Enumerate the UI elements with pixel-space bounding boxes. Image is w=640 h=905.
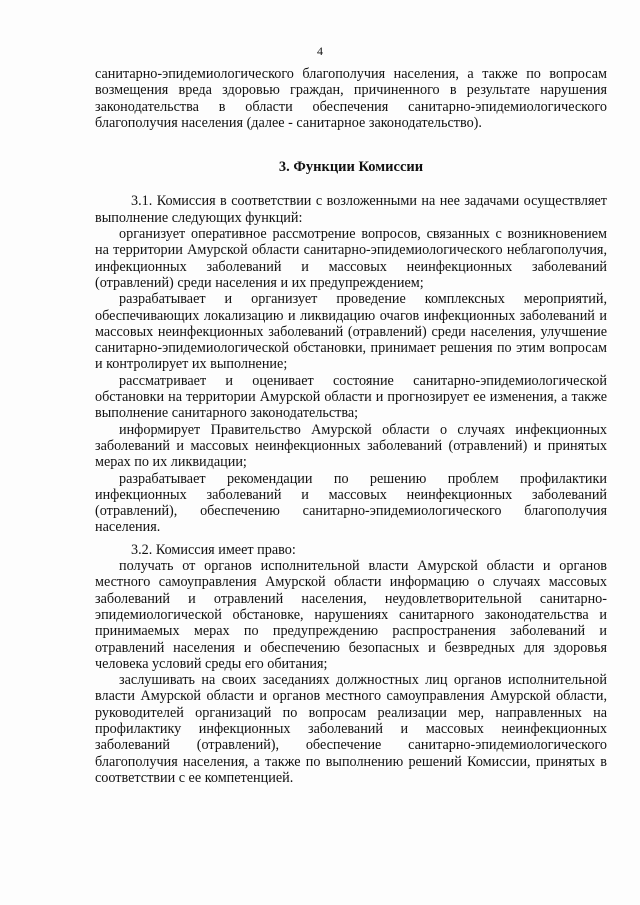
intro-paragraph: санитарно-эпидемиологического благополучия населения, а также по вопросам возмещения вреда здоровью граждан, причиненного в результате нарушения законодательства в области обеспечения санитарно-эпидемиологического благополучия населения (далее - санитарное законодательство). xyxy=(95,66,607,131)
clause-3-2: 3.2. Комиссия имеет право: xyxy=(131,541,296,558)
section-title: 3. Функции Комиссии xyxy=(278,159,424,176)
function-item: разрабатывает рекомендации по решению проблем профилактики инфекционных заболеваний и массовых неинфекционных заболеваний (отравлений), обеспечению санитарно-эпидемиологического благополучия населения. xyxy=(95,470,607,536)
function-item: рассматривает и оценивает состояние санитарно-эпидемиологической обстановки на территории Амурской области и прогнозирует ее изменения, а также выполнение санитарного законодательства; xyxy=(95,372,607,422)
right-item: заслушивать на своих заседаниях должностных лиц органов исполнительной власти Амурской области и органов местного самоуправления Амурской области, руководителей организаций по вопросам реализации мер, направленных на профилактику инфекционных заболеваний и массовых неинфекционных заболеваний (отравлений), обеспечение санитарно-эпидемиологического благополучия населения, а также по выполнению решений Комиссии, принятых в соответствии с ее компетенцией. xyxy=(95,672,607,786)
right-item: получать от органов исполнительной власти Амурской области и органов местного самоуправления Амурской области информацию о случаях массовых заболеваний и отравлений населения, неудовлетворительной санитарно-эпидемиологической обстановке, нарушениях санитарного законодательства и принимаемых мерах по предупреждению распространения заболеваний и отравлений населения и обеспечению безопасных и безвредных для здоровья человека условий среды его обитания; xyxy=(95,558,607,672)
function-item: информирует Правительство Амурской области о случаях инфекционных заболеваний и массовых неинфекционных заболеваний (отравлений) и принятых мерах по их ликвидации; xyxy=(95,421,607,471)
function-item: разрабатывает и организует проведение комплексных мероприятий, обеспечивающих локализацию и ликвидацию очагов инфекционных заболеваний и массовых неинфекционных заболеваний (отравлений) среди населения, улучшение санитарно-эпидемиологической обстановки, принимает решения по этим вопросам и контролирует их выполнение; xyxy=(95,291,607,373)
document-body xyxy=(95,66,607,786)
function-item: организует оперативное рассмотрение вопросов, связанных с возникновением на территории Амурской области санитарно-эпидемиологического неблагополучия, инфекционных заболеваний и массовых неинфекционных заболеваний (отравлений) среди населения и их предупреждением; xyxy=(95,226,607,291)
clause-3-1: 3.1. Комиссия в соответствии с возложенными на нее задачами осуществляет выполнение следующих функций: xyxy=(95,193,607,226)
page-number: 4 xyxy=(317,44,323,58)
